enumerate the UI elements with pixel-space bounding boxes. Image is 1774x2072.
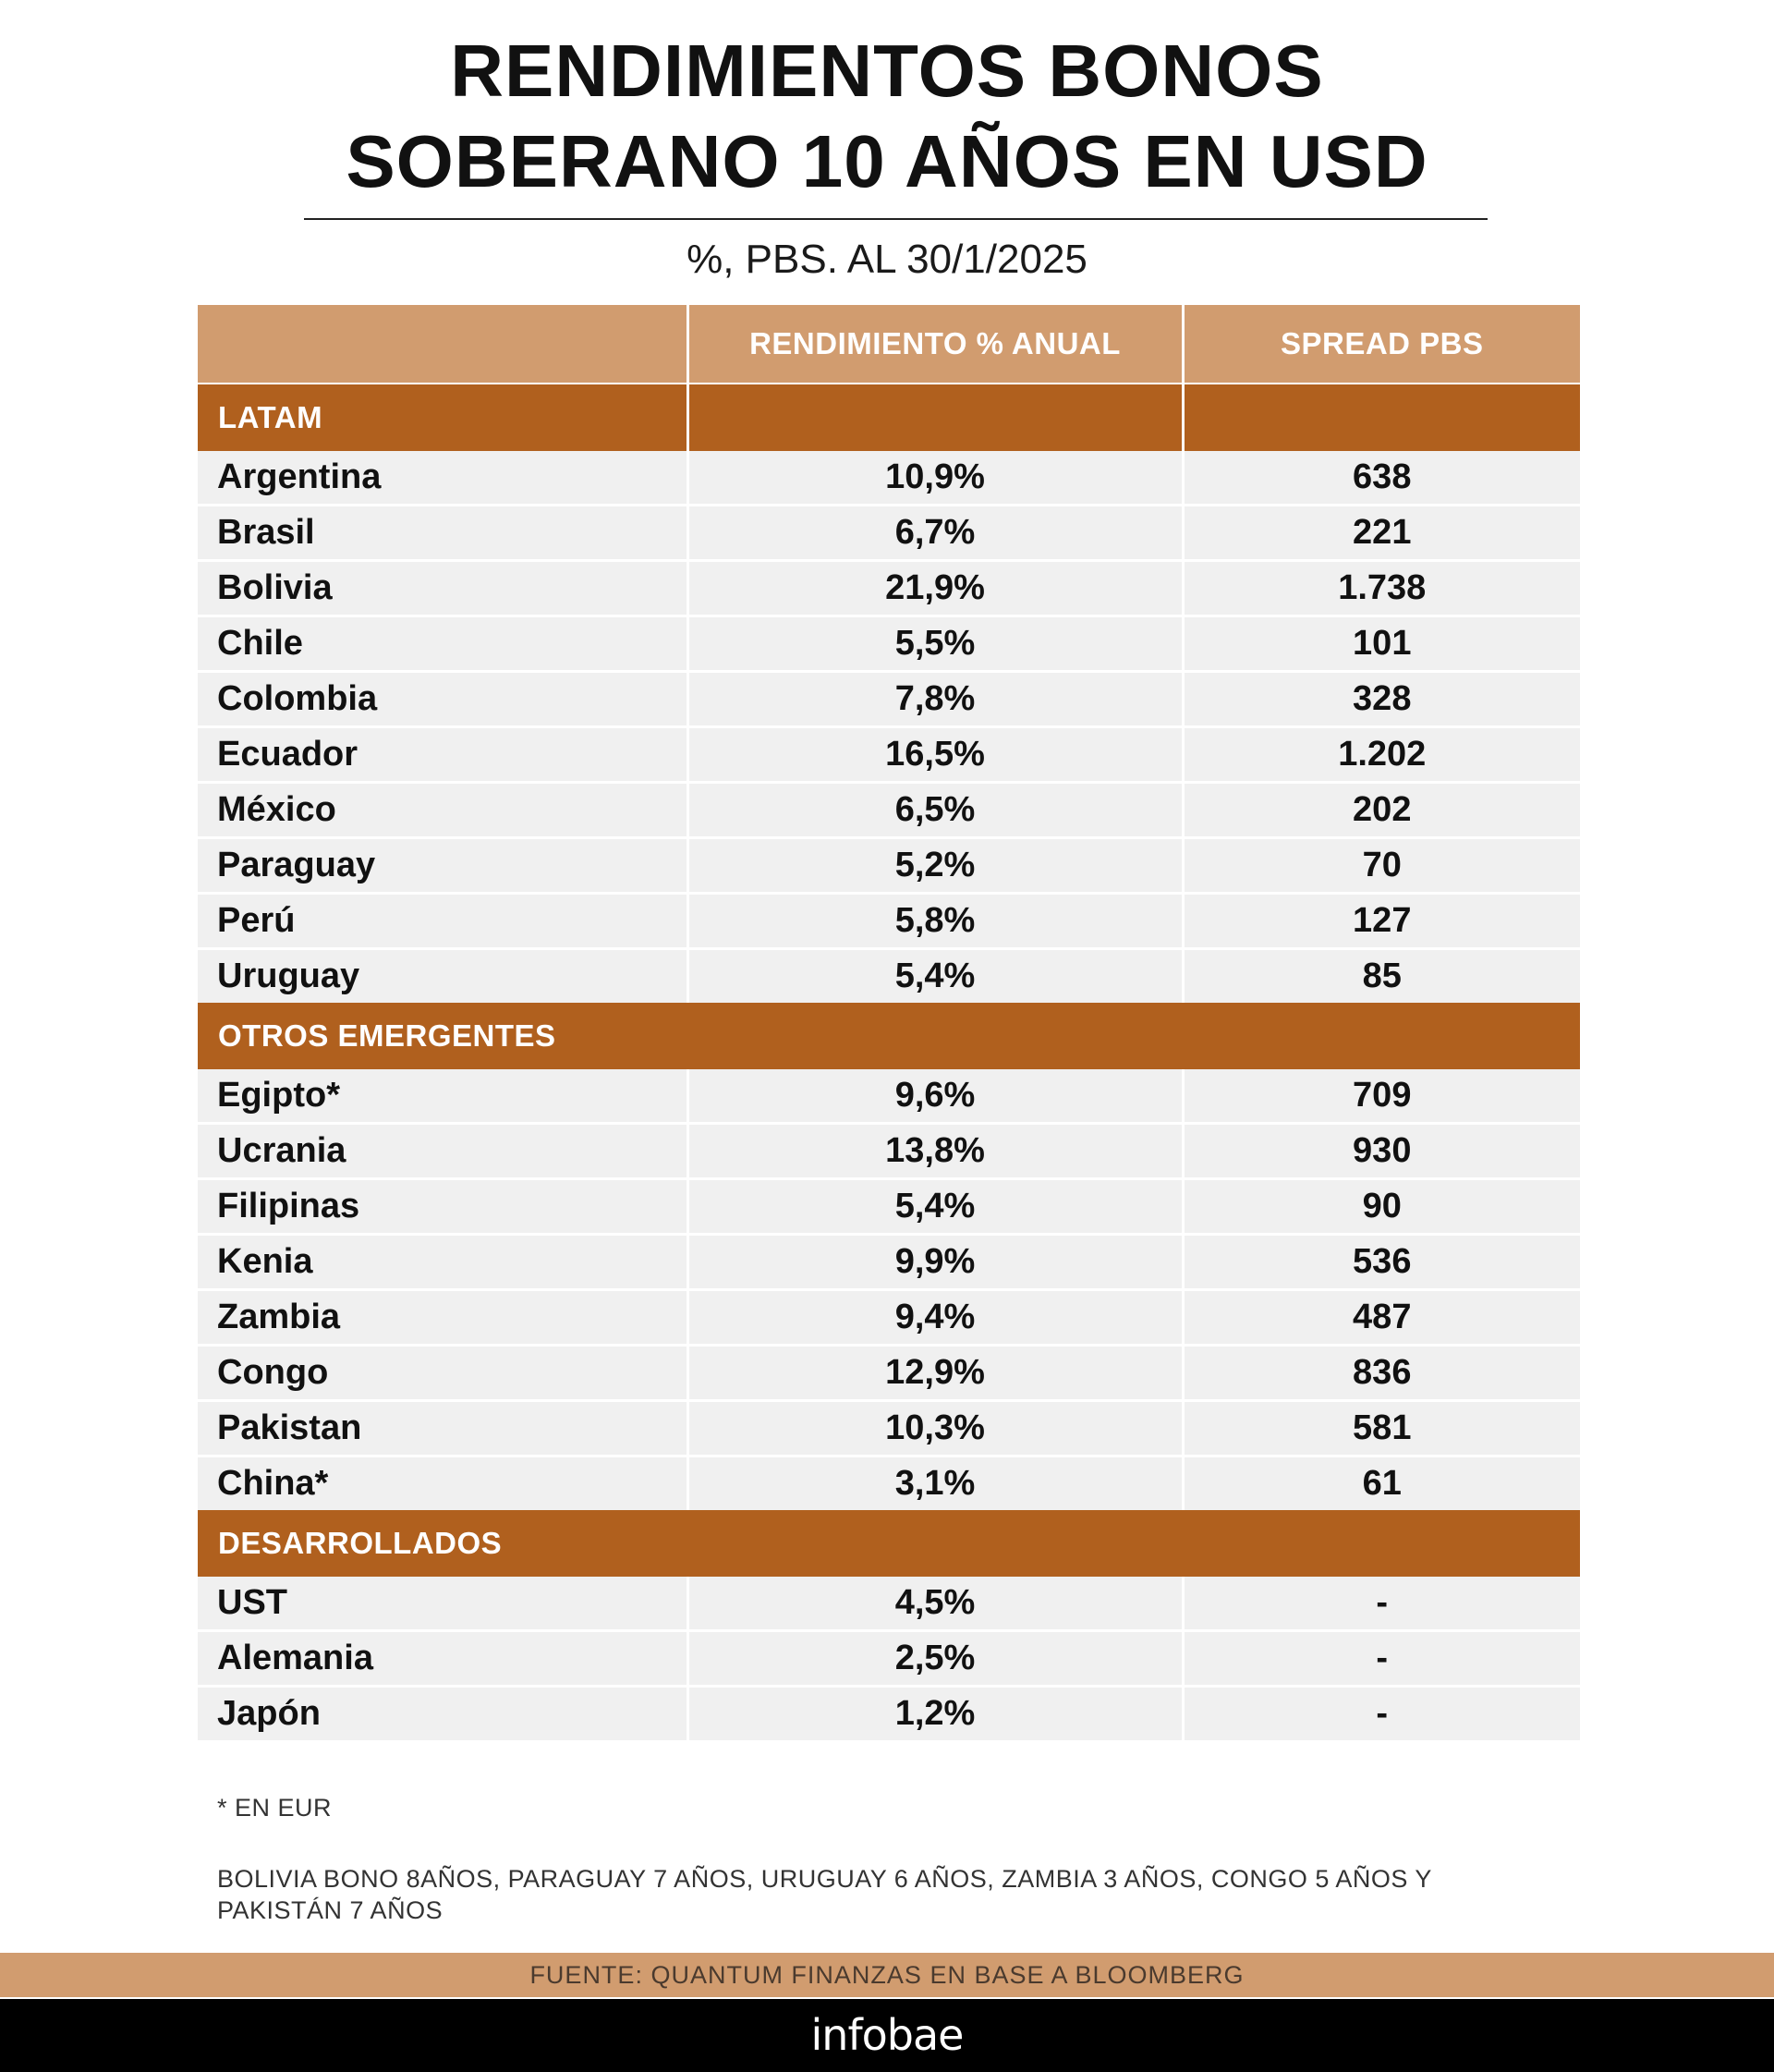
country-cell: Ecuador — [198, 727, 687, 783]
section-row — [198, 1003, 1580, 1069]
table-row — [198, 1346, 1580, 1401]
table-row — [198, 561, 1580, 616]
spread-cell: 328 — [1183, 672, 1580, 727]
bond-yields-table — [198, 305, 1580, 1740]
yield-cell: 6,5% — [687, 783, 1183, 838]
section-row — [198, 384, 1580, 451]
spread-cell: 85 — [1183, 949, 1580, 1004]
country-cell: Congo — [198, 1346, 687, 1401]
country-cell: Uruguay — [198, 949, 687, 1004]
column-header-yield: RENDIMIENTO % ANUAL — [687, 305, 1183, 384]
section-label: OTROS EMERGENTES — [198, 1003, 1580, 1069]
yield-cell: 12,9% — [687, 1346, 1183, 1401]
infobae-logo: infobae — [810, 2010, 964, 2060]
country-cell: Egipto* — [198, 1069, 687, 1124]
yield-cell: 4,5% — [687, 1577, 1183, 1631]
yield-cell: 10,3% — [687, 1401, 1183, 1456]
yield-cell: 5,5% — [687, 616, 1183, 672]
spread-cell: 836 — [1183, 1346, 1580, 1401]
table-row — [198, 616, 1580, 672]
yield-cell: 1,2% — [687, 1687, 1183, 1741]
section-empty-cell — [1183, 384, 1580, 451]
country-cell: Brasil — [198, 506, 687, 561]
spread-cell: 709 — [1183, 1069, 1580, 1124]
table-row — [198, 1631, 1580, 1687]
table-row — [198, 1687, 1580, 1741]
section-row — [198, 1510, 1580, 1577]
chart-subtitle: %, PBS. AL 30/1/2025 — [687, 237, 1087, 282]
yield-cell: 7,8% — [687, 672, 1183, 727]
spread-cell: - — [1183, 1631, 1580, 1687]
chart-title-line-2: SOBERANO 10 AÑOS EN USD — [346, 120, 1428, 202]
yield-cell: 5,8% — [687, 894, 1183, 949]
table-row — [198, 949, 1580, 1004]
chart-title — [0, 26, 1774, 207]
country-cell: Zambia — [198, 1290, 687, 1346]
table-row — [198, 1290, 1580, 1346]
table-body — [198, 384, 1580, 1740]
spread-cell: 930 — [1183, 1124, 1580, 1179]
table-row — [198, 838, 1580, 894]
yield-cell: 6,7% — [687, 506, 1183, 561]
table-row — [198, 1069, 1580, 1124]
spread-cell: 536 — [1183, 1235, 1580, 1290]
footnote-bond-terms: BOLIVIA BONO 8AÑOS, PARAGUAY 7 AÑOS, URUGUAY 6 AÑOS, ZAMBIA 3 AÑOS, CONGO 5 AÑOS Y PAKISTÁN 7 AÑOS — [217, 1865, 1432, 1924]
country-cell: Pakistan — [198, 1401, 687, 1456]
table-row — [198, 894, 1580, 949]
country-cell: UST — [198, 1577, 687, 1631]
table-row — [198, 1235, 1580, 1290]
spread-cell: 581 — [1183, 1401, 1580, 1456]
country-cell: Chile — [198, 616, 687, 672]
yield-cell: 3,1% — [687, 1456, 1183, 1511]
spread-cell: 70 — [1183, 838, 1580, 894]
spread-cell: 221 — [1183, 506, 1580, 561]
yield-cell: 13,8% — [687, 1124, 1183, 1179]
table-row — [198, 1577, 1580, 1631]
spread-cell: 90 — [1183, 1179, 1580, 1235]
source-text: FUENTE: QUANTUM FINANZAS EN BASE A BLOOMBERG — [529, 1961, 1245, 1989]
country-cell: Argentina — [198, 451, 687, 506]
spread-cell: 1.202 — [1183, 727, 1580, 783]
yield-cell: 5,4% — [687, 949, 1183, 1004]
country-cell: Alemania — [198, 1631, 687, 1687]
country-cell: Filipinas — [198, 1179, 687, 1235]
yield-cell: 16,5% — [687, 727, 1183, 783]
spread-cell: 638 — [1183, 451, 1580, 506]
table-row — [198, 783, 1580, 838]
column-header-spread: SPREAD PBS — [1183, 305, 1580, 384]
table-row — [198, 727, 1580, 783]
footer-bar — [0, 1999, 1774, 2072]
yield-cell: 9,6% — [687, 1069, 1183, 1124]
yield-cell: 10,9% — [687, 451, 1183, 506]
section-empty-cell — [687, 384, 1183, 451]
column-header-country — [198, 305, 687, 384]
table-row — [198, 1401, 1580, 1456]
table-row — [198, 1456, 1580, 1511]
section-label: LATAM — [198, 384, 687, 451]
country-cell: China* — [198, 1456, 687, 1511]
spread-cell: - — [1183, 1577, 1580, 1631]
title-divider — [304, 218, 1488, 220]
yield-cell: 5,4% — [687, 1179, 1183, 1235]
country-cell: Ucrania — [198, 1124, 687, 1179]
chart-title-line-1: RENDIMIENTOS BONOS — [450, 30, 1324, 112]
table-row — [198, 1124, 1580, 1179]
spread-cell: 202 — [1183, 783, 1580, 838]
table-row — [198, 1179, 1580, 1235]
source-bar — [0, 1953, 1774, 1997]
spread-cell: 127 — [1183, 894, 1580, 949]
spread-cell: - — [1183, 1687, 1580, 1741]
country-cell: Kenia — [198, 1235, 687, 1290]
table-row — [198, 451, 1580, 506]
yield-cell: 5,2% — [687, 838, 1183, 894]
country-cell: Perú — [198, 894, 687, 949]
spread-cell: 487 — [1183, 1290, 1580, 1346]
spread-cell: 61 — [1183, 1456, 1580, 1511]
spread-cell: 101 — [1183, 616, 1580, 672]
country-cell: Bolivia — [198, 561, 687, 616]
country-cell: México — [198, 783, 687, 838]
spread-cell: 1.738 — [1183, 561, 1580, 616]
yield-cell: 9,9% — [687, 1235, 1183, 1290]
footnote-eur: * EN EUR — [217, 1794, 333, 1822]
country-cell: Japón — [198, 1687, 687, 1741]
table-row — [198, 672, 1580, 727]
table-row — [198, 506, 1580, 561]
country-cell: Colombia — [198, 672, 687, 727]
yield-cell: 9,4% — [687, 1290, 1183, 1346]
yield-cell: 2,5% — [687, 1631, 1183, 1687]
country-cell: Paraguay — [198, 838, 687, 894]
section-label: DESARROLLADOS — [198, 1510, 1580, 1577]
yield-cell: 21,9% — [687, 561, 1183, 616]
table-header-row — [198, 305, 1580, 384]
